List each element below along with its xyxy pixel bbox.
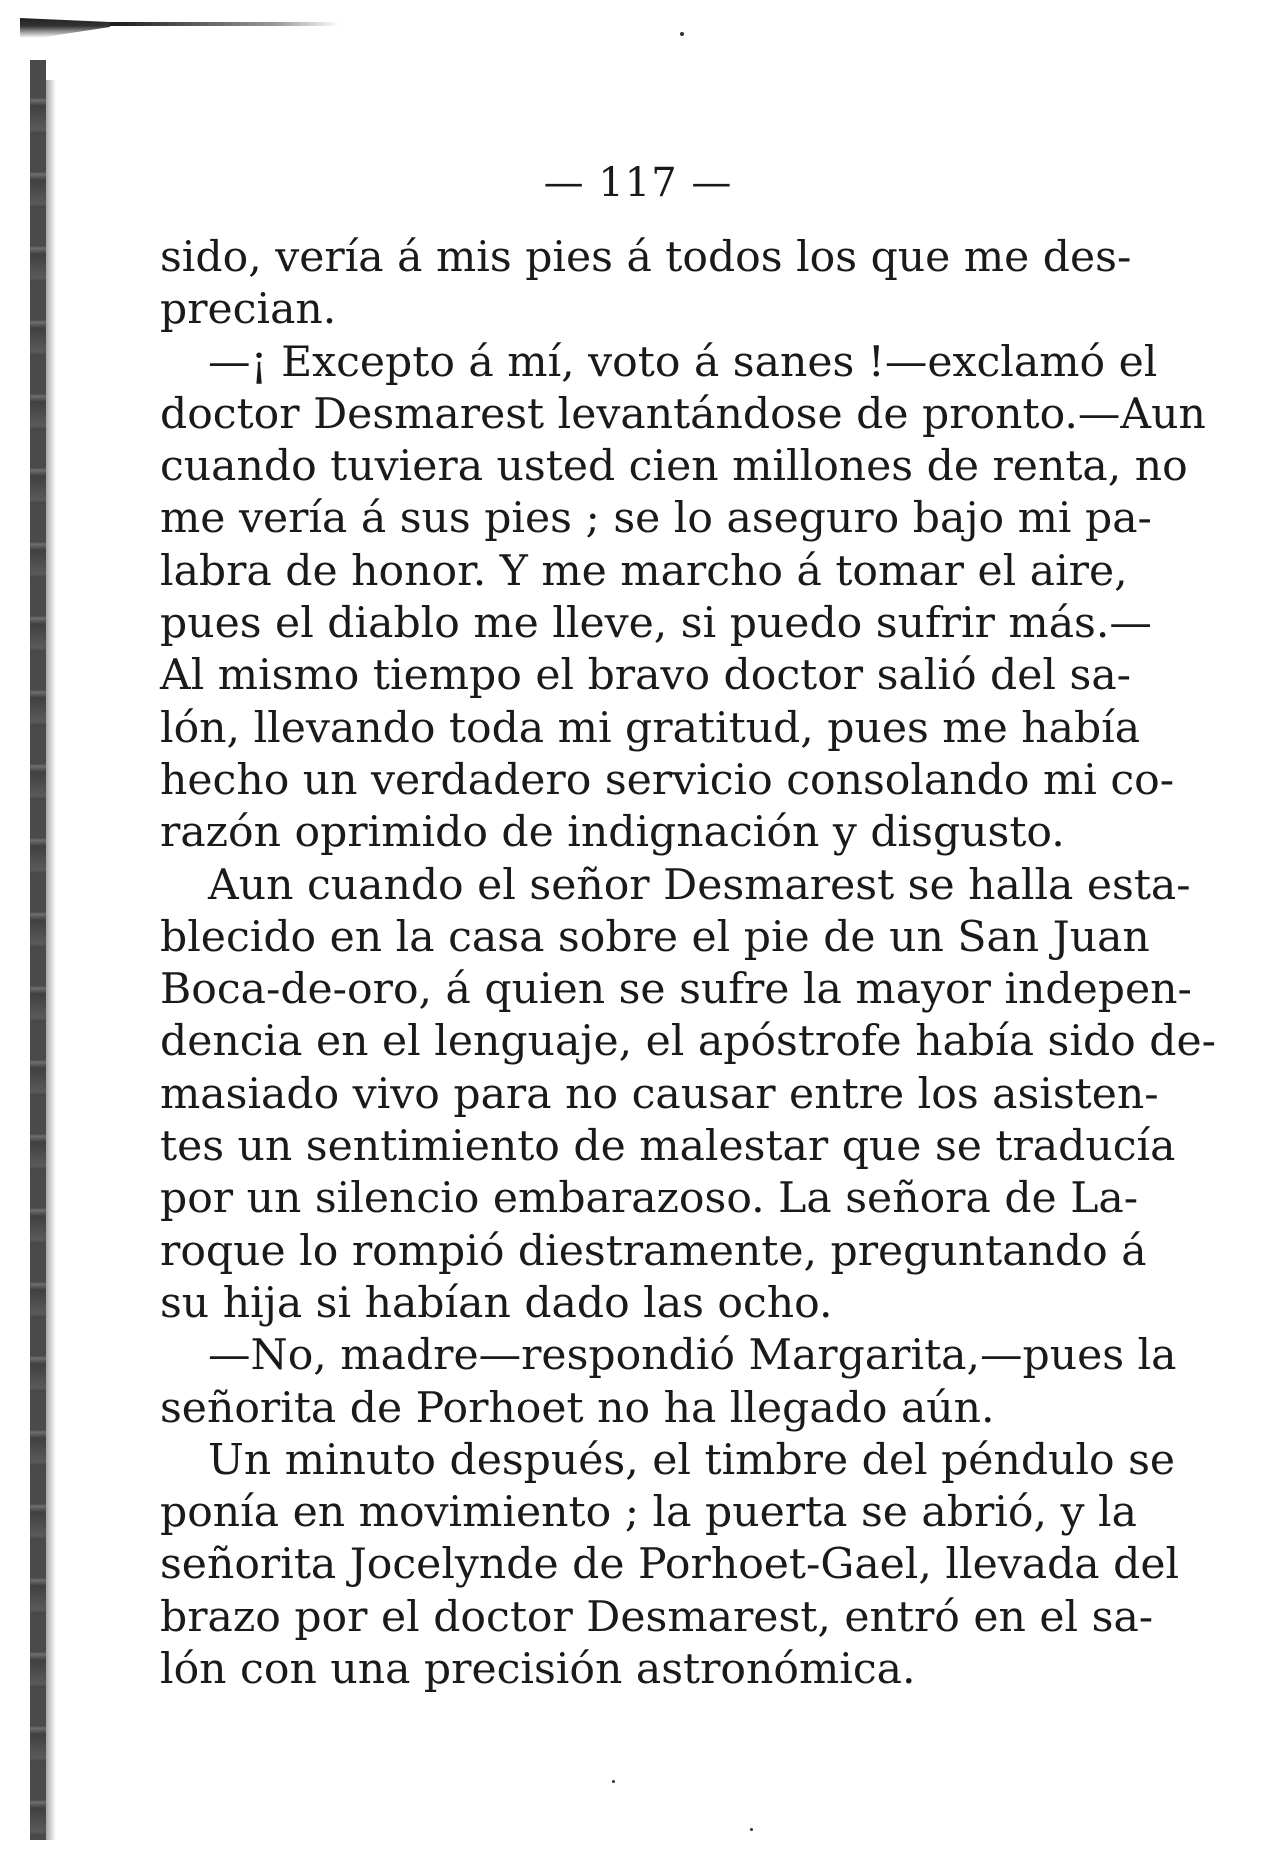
text-line: roque lo rompió diestramente, preguntando á	[160, 1226, 1147, 1276]
text-line: Aun cuando el señor Desmarest se halla esta-	[208, 860, 1191, 910]
text-line: hecho un verdadero servicio consolando mi co-	[160, 755, 1175, 805]
text-line: —¡ Excepto á mí, voto á sanes !—exclamó el	[208, 337, 1158, 387]
text-line: Un minuto después, el timbre del péndulo se	[208, 1435, 1176, 1485]
text-line: señorita Jocelynde de Porhoet-Gael, llevada del	[160, 1540, 1180, 1590]
text-line: señorita de Porhoet no ha llegado aún.	[160, 1383, 995, 1433]
text-line: Boca-de-oro, á quien se sufre la mayor indepen-	[160, 965, 1192, 1015]
text-line: sido, vería á mis pies á todos los que me des-	[160, 233, 1132, 282]
text-line: cuando tuviera usted cien millones de renta, no	[160, 442, 1188, 492]
body-text	[160, 232, 1216, 1696]
ink-speck	[612, 1780, 615, 1783]
binding-shadow	[46, 80, 56, 1840]
binding-edge	[30, 60, 46, 1840]
text-line: lón con una precisión astronómica.	[160, 1645, 916, 1695]
text-line: precian.	[160, 285, 337, 335]
ink-speck	[750, 1828, 753, 1831]
text-line: ponía en movimiento ; la puerta se abrió, y la	[160, 1488, 1137, 1538]
text-line: brazo por el doctor Desmarest, entró en el sa-	[160, 1592, 1154, 1642]
text-line: —No, madre—respondió Margarita,—pues la	[208, 1331, 1177, 1381]
page-number: — 117 —	[543, 160, 733, 206]
text-line: labra de honor. Y me marcho á tomar el aire,	[160, 546, 1128, 596]
text-line: por un silencio embarazoso. La señora de La-	[160, 1174, 1139, 1224]
text-line: tes un sentimiento de malestar que se traducía	[160, 1122, 1176, 1172]
text-line: dencia en el lenguaje, el apóstrofe había sido de-	[160, 1017, 1216, 1067]
text-line: lón, llevando toda mi gratitud, pues me había	[160, 703, 1141, 753]
text-line: me vería á sus pies ; se lo aseguro bajo mi pa-	[160, 494, 1152, 544]
text-line: doctor Desmarest levantándose de pronto.—Aun	[160, 389, 1206, 439]
text-line: pues el diablo me lleve, si puedo sufrir más.—	[160, 599, 1152, 649]
text-line: blecido en la casa sobre el pie de un San Juan	[160, 912, 1150, 962]
text-line: masiado vivo para no causar entre los asisten-	[160, 1069, 1159, 1119]
text-line: su hija si habían dado las ocho.	[160, 1278, 833, 1328]
ink-speck	[680, 32, 684, 36]
text-line: razón oprimido de indignación y disgusto.	[160, 808, 1065, 858]
text-line: Al mismo tiempo el bravo doctor salió del sa-	[160, 651, 1132, 701]
scan-edge-mark	[20, 18, 110, 38]
